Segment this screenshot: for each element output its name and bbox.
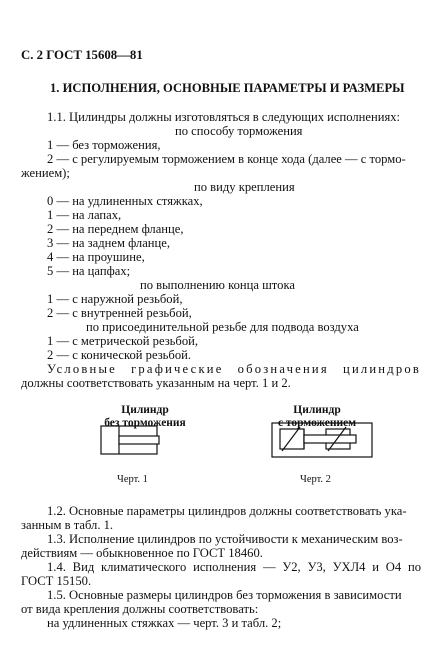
list-item: 0 — на удлиненных стяжках,: [47, 194, 203, 208]
paragraph-1-5: 1.5. Основные размеры цилиндров без торможения в зависимости: [47, 588, 402, 602]
paragraph-1-5: от вида крепления должны соответствовать:: [21, 602, 259, 616]
page-header: С. 2 ГОСТ 15608—81: [21, 48, 143, 62]
list-item: 1 — без торможения,: [47, 138, 161, 152]
cylinder-with-braking-symbol: [266, 421, 380, 459]
section-title: 1. ИСПОЛНЕНИЯ, ОСНОВНЫЕ ПАРАМЕТРЫ И РАЗМЕРЫ: [50, 81, 405, 95]
paragraph-1-2: 1.2. Основные параметры цилиндров должны соответствовать ука-: [47, 504, 407, 518]
paragraph-1-3: 1.3. Исполнение цилиндров по устойчивости к механическим воз-: [47, 532, 403, 546]
figure-1-caption-line: без торможения: [104, 417, 186, 429]
list-item: 1 — на лапах,: [47, 208, 122, 222]
symbols-paragraph-line2: должны соответствовать указанным на черт. 1 и 2.: [21, 376, 291, 390]
list-item: 3 — на заднем фланце,: [47, 236, 171, 250]
paragraph-1-5-item: на удлиненных стяжках — черт. 3 и табл. 2;: [47, 616, 282, 630]
list-item: жением);: [21, 166, 70, 180]
subheading-mounting: по виду крепления: [194, 180, 295, 194]
paragraph-1-2: занным в табл. 1.: [21, 518, 114, 532]
list-item: 2 — с регулируемым торможением в конце хода (далее — с тормо-: [47, 152, 406, 166]
paragraph-1-4: 1.4. Вид климатического исполнения — У2, У3, УХЛ4 и О4 по: [47, 560, 421, 574]
list-item: 1 — с метрической резьбой,: [47, 334, 199, 348]
subheading-air-thread: по присоединительной резьбе для подвода воздуха: [86, 320, 359, 334]
list-item: 5 — на цапфах;: [47, 264, 131, 278]
symbols-paragraph-line1: Условные графические обозначения цилиндров: [47, 362, 421, 376]
list-item: 1 — с наружной резьбой,: [47, 292, 183, 306]
cylinder-without-braking-symbol: [97, 424, 167, 458]
figure-1-label: Черт. 1: [117, 474, 148, 485]
list-item: 2 — с конической резьбой.: [47, 348, 192, 362]
list-item: 2 — с внутренней резьбой,: [47, 306, 192, 320]
paragraph-1-3: действиям — обыкновенное по ГОСТ 18460.: [21, 546, 263, 560]
list-item: 4 — на проушине,: [47, 250, 145, 264]
figure-2-label: Черт. 2: [300, 474, 331, 485]
figure-1-caption-line: Цилиндр: [121, 404, 169, 416]
figure-2-caption-line: Цилиндр: [293, 404, 341, 416]
list-item: 2 — на переднем фланце,: [47, 222, 184, 236]
paragraph-1-1: 1.1. Цилиндры должны изготовляться в следующих исполнениях:: [47, 110, 401, 124]
subheading-rod-end: по выполнению конца штока: [140, 278, 295, 292]
paragraph-1-4: ГОСТ 15150.: [21, 574, 92, 588]
figure-2-caption-line: с торможением: [277, 417, 357, 429]
subheading-braking: по способу торможения: [175, 124, 303, 138]
